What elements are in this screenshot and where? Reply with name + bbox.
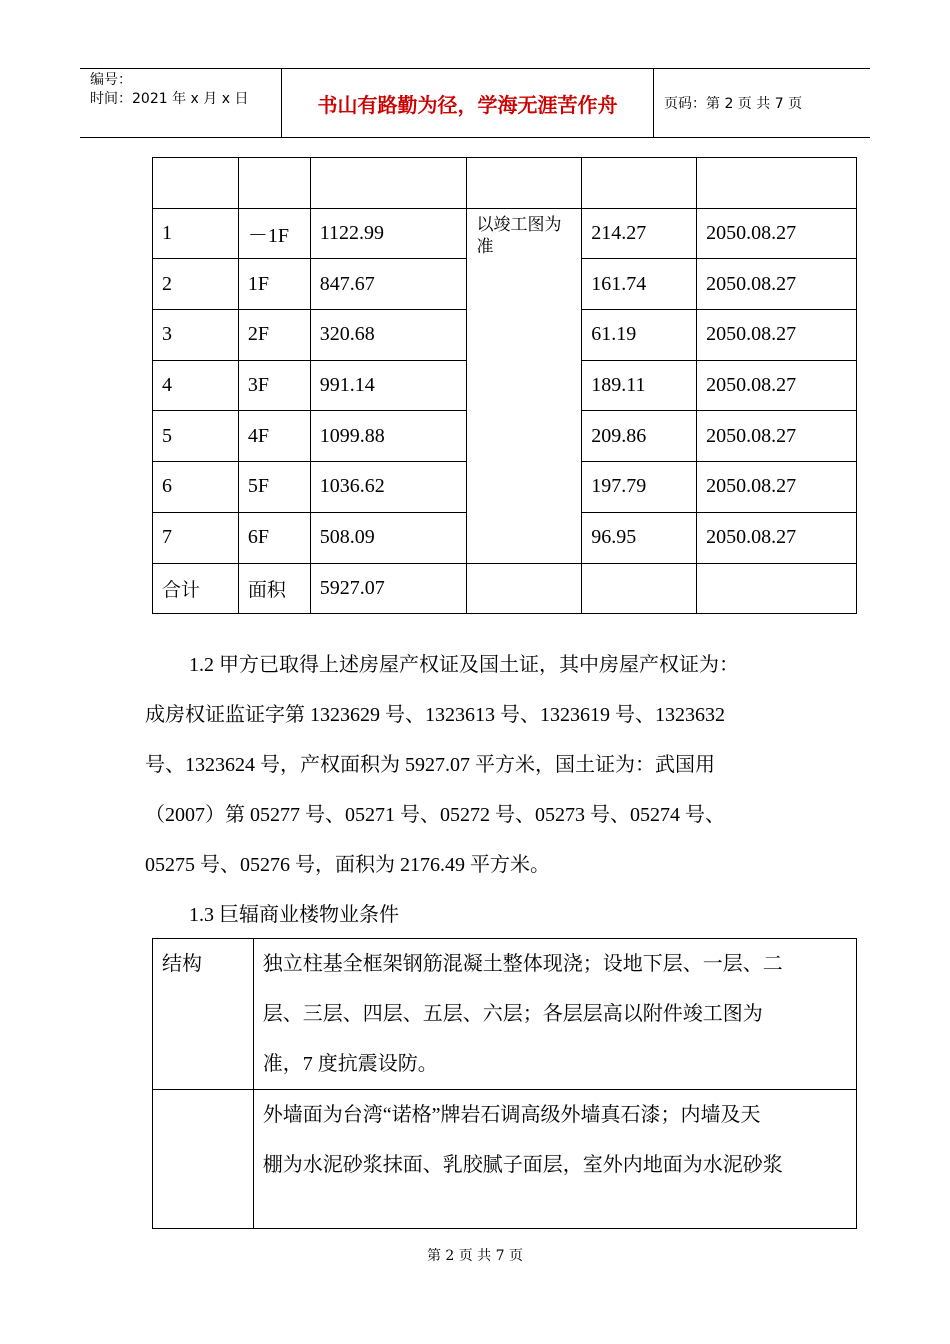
total-label: 合计 <box>153 563 239 614</box>
land-area: 214.27 <box>582 208 697 259</box>
expiry-date: 2050.08.27 <box>697 208 857 259</box>
table-cell <box>582 563 697 614</box>
floor-area: 1036.62 <box>310 462 467 513</box>
condition-value <box>253 1090 856 1229</box>
land-area: 189.11 <box>582 360 697 411</box>
table-cell <box>697 563 857 614</box>
floor-label: 2F <box>238 310 310 361</box>
land-area: 61.19 <box>582 310 697 361</box>
paragraph-line: 号、1323624 号，产权面积为 5927.07 平方米，国土证为：武国用 <box>145 754 715 776</box>
expiry-date: 2050.08.27 <box>697 512 857 563</box>
expiry-date: 2050.08.27 <box>697 411 857 462</box>
table-cell <box>238 158 310 209</box>
row-number: 6 <box>153 462 239 513</box>
expiry-date: 2050.08.27 <box>697 462 857 513</box>
total-area: 5927.07 <box>310 563 467 614</box>
table-cell <box>582 158 697 209</box>
time-label: 时间：2021 年 x 月 x 日 <box>90 91 249 107</box>
land-area: 96.95 <box>582 512 697 563</box>
floor-area: 1122.99 <box>310 208 467 259</box>
condition-line: 棚为水泥砂浆抹面、乳胶腻子面层，室外内地面为水泥砂浆 <box>262 1154 783 1176</box>
header-meta <box>90 71 280 109</box>
expiry-date: 2050.08.27 <box>697 310 857 361</box>
condition-key: 结构 <box>153 939 254 1090</box>
floor-area: 320.68 <box>310 310 467 361</box>
condition-line: 独立柱基全框架钢筋混凝土整体现浇；设地下层、一层、二 <box>262 953 783 975</box>
floor-area: 508.09 <box>310 512 467 563</box>
header-slogan: 书山有路勤为径，学海无涯苦作舟 <box>317 92 618 117</box>
condition-value <box>253 939 856 1090</box>
floor-label: 4F <box>238 411 310 462</box>
floor-area: 847.67 <box>310 259 467 310</box>
expiry-date: 2050.08.27 <box>697 360 857 411</box>
row-number: 3 <box>153 310 239 361</box>
certificate-paragraph <box>145 640 805 890</box>
land-area: 209.86 <box>582 411 697 462</box>
condition-line: 层、三层、四层、五层、六层；各层层高以附件竣工图为 <box>262 1003 763 1025</box>
header-divider <box>653 69 654 137</box>
floor-label: 6F <box>238 512 310 563</box>
condition-line: 外墙面为台湾“诺格”牌岩石调高级外墙真石漆；内墙及天 <box>262 1104 761 1126</box>
land-area: 197.79 <box>582 462 697 513</box>
row-number: 4 <box>153 360 239 411</box>
condition-key <box>153 1090 254 1229</box>
section-heading: 1.3 巨辐商业楼物业条件 <box>189 904 399 926</box>
floor-area: 1099.88 <box>310 411 467 462</box>
total-row <box>153 563 857 614</box>
paragraph-line: 05275 号、05276 号，面积为 2176.49 平方米。 <box>145 854 550 876</box>
row-number: 1 <box>153 208 239 259</box>
table-row <box>153 208 857 259</box>
floor-area: 991.14 <box>310 360 467 411</box>
expiry-date: 2050.08.27 <box>697 259 857 310</box>
header-page-info: 页码：第 2 页 共 7 页 <box>664 96 803 112</box>
paragraph-line: 1.2 甲方已取得上述房屋产权证及国土证，其中房屋产权证为： <box>189 654 739 676</box>
table-cell <box>697 158 857 209</box>
floor-label: －1F <box>238 208 310 259</box>
page-header <box>80 68 870 138</box>
table-cell <box>467 158 582 209</box>
row-number: 2 <box>153 259 239 310</box>
property-conditions-table <box>152 938 857 1229</box>
paragraph-line: 成房权证监证字第 1323629 号、1323613 号、1323619 号、1323632 <box>145 704 725 726</box>
land-area: 161.74 <box>582 259 697 310</box>
table-cell <box>310 158 467 209</box>
table-cell <box>153 158 239 209</box>
table-header-row <box>153 158 857 209</box>
floor-area-table <box>152 157 857 614</box>
condition-line: 准，7 度抗震设防。 <box>262 1053 438 1075</box>
row-number: 5 <box>153 411 239 462</box>
table-row <box>153 1090 857 1229</box>
floor-label: 1F <box>238 259 310 310</box>
row-number: 7 <box>153 512 239 563</box>
floor-label: 3F <box>238 360 310 411</box>
table-row <box>153 939 857 1090</box>
table-cell <box>467 563 582 614</box>
floor-label: 5F <box>238 462 310 513</box>
paragraph-line: （2007）第 05277 号、05271 号、05272 号、05273 号、05274 号、 <box>145 804 725 826</box>
page-footer: 第 2 页 共 7 页 <box>426 1248 524 1264</box>
number-label: 编号： <box>90 72 132 88</box>
completion-drawing-note: 以竣工图为准 <box>467 208 582 563</box>
total-area-label: 面积 <box>238 563 310 614</box>
